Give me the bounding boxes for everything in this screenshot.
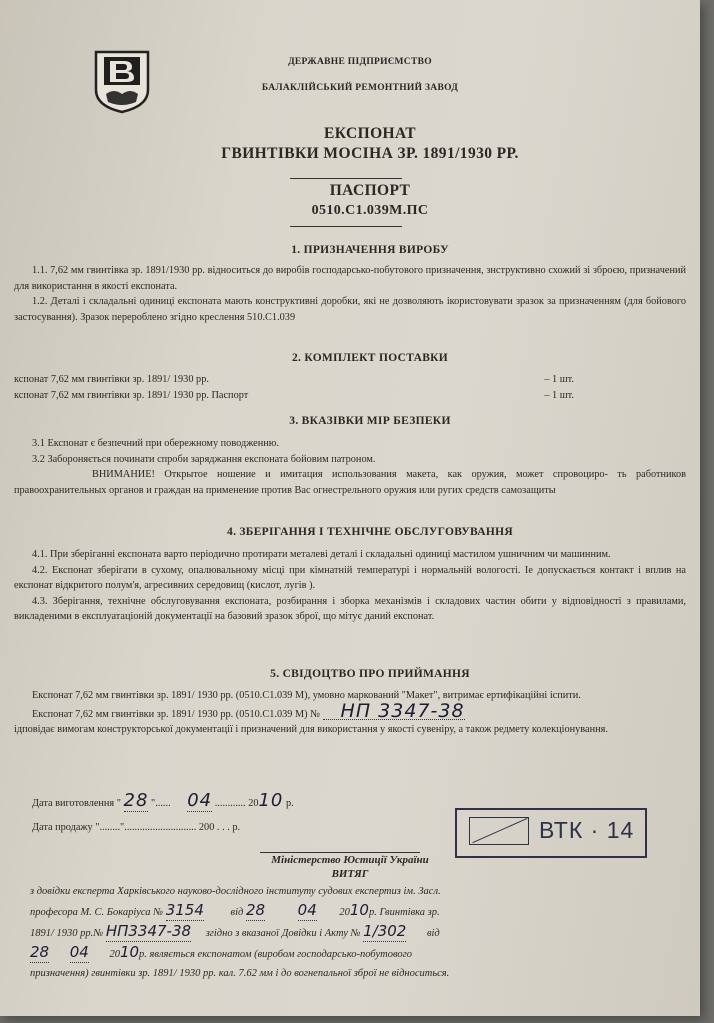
section-2-heading: 2. КОМПЛЕКТ ПОСТАВКИ [291, 352, 449, 364]
doc-title-line1: ЕКСПОНАТ [324, 125, 416, 142]
divider [290, 178, 402, 179]
qc-stamp [455, 808, 647, 858]
act-year: 10 [119, 943, 140, 961]
brz-shield-logo-icon [94, 50, 150, 114]
delivery-qty: – 1 шт. [544, 374, 574, 385]
ministry-name: Міністерство Юстиції України [271, 854, 429, 866]
paragraph: 4.2. Експонат зберігати в сухому, опалювальному місці при кімнатній температурі і нормальній вологості. Іе допускається контакт і вплив на експонат відкритого полум'я, агресивних середовищ (кислот, лугів ). [14, 564, 686, 591]
paragraph: ідповідає вимогам конструкторської документації і призначений для використання у якості сувеніру, а також редмету колекціонування. [14, 724, 608, 735]
doc-title-line2: ГВИНТІВКИ МОСІНА ЗР. 1891/1930 РР. [221, 145, 519, 162]
expert-report-number: 3154 [165, 901, 204, 919]
section-4-body [14, 547, 686, 625]
passport-code: 0510.С1.039М.ПС [311, 203, 429, 218]
stamp-text: ВТК · 14 [539, 817, 635, 843]
serial-number-handwritten: НП 3347-38 [323, 704, 465, 721]
delivery-item: кспонат 7,62 мм гвинтівки зр. 1891/ 1930 рр. [14, 374, 209, 385]
delivery-item: кспонат 7,62 мм гвинтівки зр. 1891/ 1930 рр. Паспорт [14, 390, 249, 401]
delivery-row [14, 374, 574, 385]
divider [260, 852, 420, 853]
acceptance-prefix: Експонат 7,62 мм гвинтівки зр. 1891/ 1930 рр. (0510.С1.039 М) № [32, 708, 320, 720]
warning-paragraph: ВНИМАНИЕ! Открытое ношение и имитация использования макета, как оружия, может спровоциро- ть работников правоохранительных органов и граждан на применение против Вас огнестрельного оружия или ругих средств самозащиты [14, 469, 686, 496]
delivery-qty: – 1 шт. [544, 390, 574, 401]
report-year: 10 [349, 901, 369, 919]
extract-line: 28 04 2010р. являється експонатом (виробом господарсько-побутового [30, 943, 412, 961]
paragraph: 1.2. Деталі і складальні одиниці експоната мають конструктивні доробки, які не дозволяють ікористовувати зразок за призначенням (для бойового застосування). Зразок перероблено згідно креслення 510.С1.039 [14, 296, 686, 323]
delivery-row [14, 390, 574, 401]
section-5-body [14, 688, 686, 738]
paragraph: Експонат 7,62 мм гвинтівки зр. 1891/ 1930 рр. (0510.С1.039 М), умовно маркований "Макет", витримає ертифікаційні іспити. [32, 690, 581, 701]
stamp-box-icon [469, 817, 529, 845]
expert-extract [30, 882, 670, 983]
paragraph: 3.1 Експонат є безпечний при обережному поводженню. [32, 438, 280, 449]
extract-line: 1891/ 1930 рр.№ НП3347-38 згідно з вказаної Довідки і Акту № 1/302 від [30, 922, 440, 940]
manufacture-month: 04 [187, 790, 213, 811]
manufacture-date: Дата виготовлення " 28 "...... 04 ............ 2010 р. [32, 790, 294, 811]
extract-line: призначення) гвинтівки зр. 1891/ 1930 рр. кал. 7.62 мм і до вогнепальної зброї не відноситься. [30, 968, 450, 979]
divider [290, 226, 402, 227]
section-4-heading: 4. ЗБЕРІГАННЯ І ТЕХНІЧНЕ ОБСЛУГОВУВАННЯ [227, 526, 513, 538]
manufacture-year: 10 [258, 790, 284, 811]
section-1-heading: 1. ПРИЗНАЧЕННЯ ВИРОБУ [291, 244, 449, 256]
extract-line: професора М. С. Бокаріуса № 3154 від 28 04 2010р. Гвинтівка зр. [30, 901, 440, 919]
paragraph: 4.3. Зберігання, технічне обслуговування експоната, розбирання і зборка механізмів і складових частин обити у відповідності з правилами, викладеними в експлуатаціоній документації на базовий зразок зброї, що мітує даний експонат. [14, 595, 686, 622]
extract-title: ВИТЯГ [331, 868, 369, 880]
report-day: 28 [245, 901, 266, 919]
paragraph: 4.1. При зберіганні експоната варто періодично протирати металеві деталі і складальні одиниці мастилом ушничним чи машинним. [32, 549, 611, 560]
sale-date: Дата продажу "........"............................ 200 . . . р. [32, 822, 241, 833]
section-1-body [14, 263, 686, 325]
act-number: 1/302 [363, 922, 407, 940]
paragraph [14, 699, 686, 723]
manufacture-date-label: Дата виготовлення " [32, 798, 121, 809]
manufacture-day: 28 [123, 790, 149, 811]
report-month: 04 [297, 901, 317, 919]
act-month: 04 [69, 943, 89, 961]
paragraph: 1.1. 7,62 мм гвинтівка зр. 1891/1930 рр. відноситься до виробів господарсько-побутового призначення, знструктивно схожий зі зброєю, призначений для використання в якості експоната. [14, 265, 686, 292]
section-3-heading: 3. ВКАЗІВКИ МІР БЕЗПЕКИ [289, 415, 451, 427]
enterprise-type: ДЕРЖАВНЕ ПІДПРИЄМСТВО [288, 57, 432, 67]
section-5-heading: 5. СВІДОЦТВО ПРО ПРИЙМАННЯ [270, 668, 470, 680]
paragraph: 3.2 Забороняється починати спроби заряджання експоната бойовим патроном. [32, 453, 376, 465]
manufacture-year-suffix: р. [285, 798, 294, 809]
manufacture-year-prefix: 20 [248, 798, 259, 809]
plant-name: БАЛАКЛІЙСЬКИЙ РЕМОНТНИЙ ЗАВОД [261, 83, 459, 93]
act-day: 28 [30, 943, 50, 961]
passport-label: ПАСПОРТ [329, 182, 411, 199]
extract-line: з довідки експерта Харківського науково-дослідного інституту судових експертиз ім. Засл. [30, 886, 441, 897]
extract-serial: НП3347-38 [105, 922, 192, 940]
section-3-body [14, 436, 686, 498]
